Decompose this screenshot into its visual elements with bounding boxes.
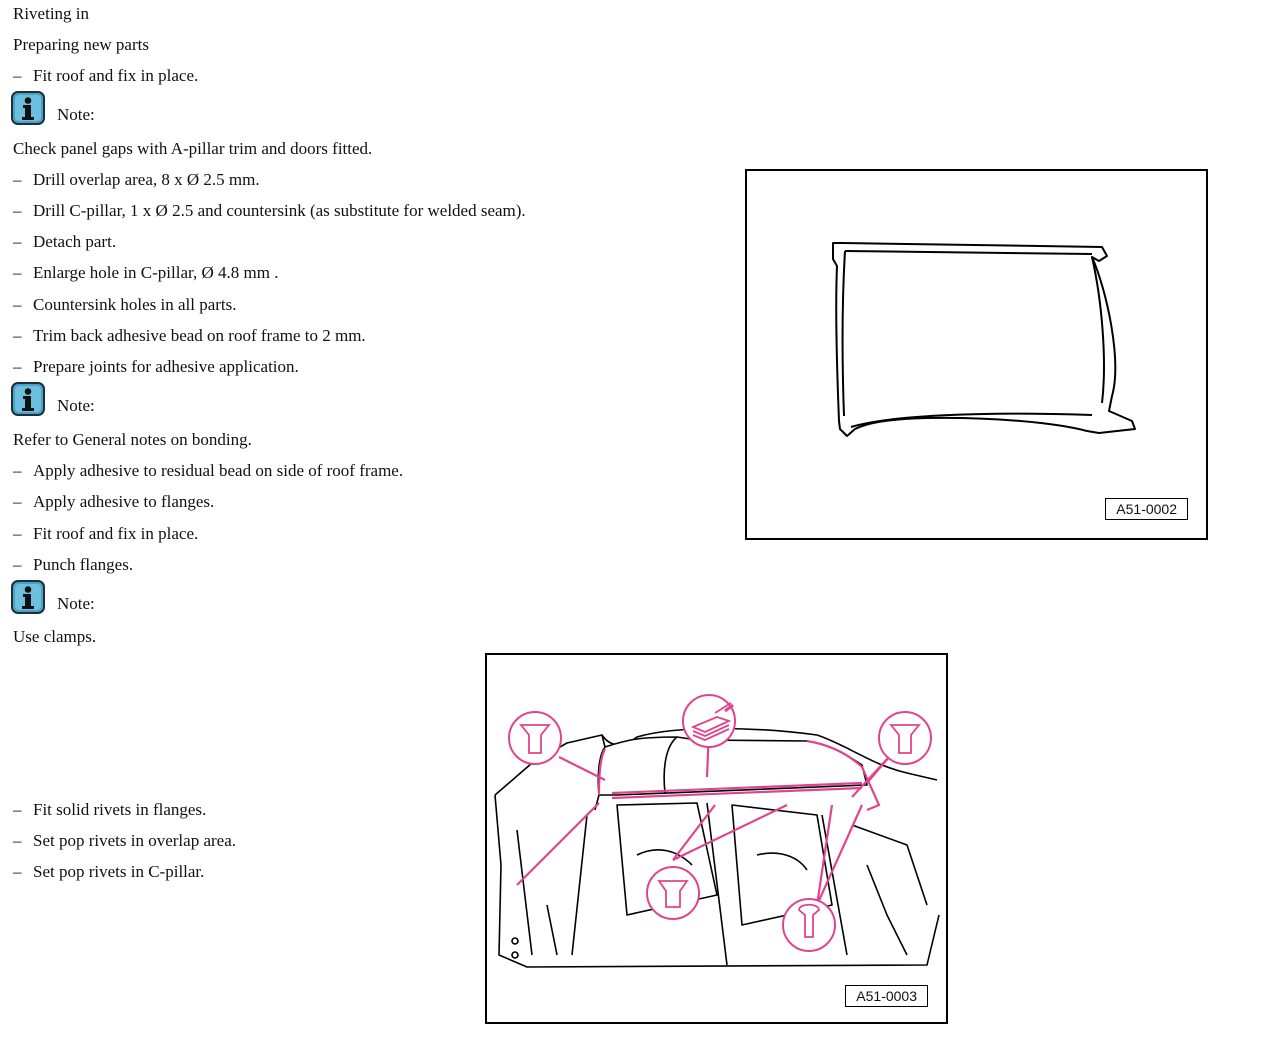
step-text: Fit roof and fix in place. [33,66,199,85]
note-block [11,382,95,416]
figure-id-label: A51-0002 [1105,498,1188,520]
step-item: – Apply adhesive to residual bead on side of roof frame. [13,461,404,480]
step-item: – Drill C-pillar, 1 x Ø 2.5 and countersink (as substitute for welded seam). [13,201,526,220]
step-text: Countersink holes in all parts. [33,295,237,314]
figure-id-label: A51-0003 [845,985,928,1007]
car-body-figure [485,653,948,1024]
info-icon [11,580,45,614]
car-body-drawing [487,655,946,1022]
step-item: – Countersink holes in all parts. [13,295,237,314]
note-block [11,91,95,125]
step-text: Trim back adhesive bead on roof frame to 2 mm. [33,326,366,345]
step-item: – Trim back adhesive bead on roof frame to 2 mm. [13,326,366,345]
step-text: Enlarge hole in C-pillar, Ø 4.8 mm . [33,263,279,282]
step-text: Fit roof and fix in place. [33,524,199,543]
step-text: Apply adhesive to flanges. [33,492,215,511]
roof-panel-drawing [747,171,1206,538]
solid-rivet-callout [509,712,561,764]
step-item: – Enlarge hole in C-pillar, Ø 4.8 mm . [13,263,279,282]
step-item: – Fit solid rivets in flanges. [13,800,207,819]
step-item: – Detach part. [13,232,117,251]
heading: Riveting in [13,4,90,23]
step-item: – Fit roof and fix in place. [13,524,199,543]
note-text: Refer to General notes on bonding. [13,430,252,449]
step-item: – Prepare joints for adhesive application. [13,357,299,376]
step-item: – Set pop rivets in C-pillar. [13,862,205,881]
note-block [11,580,95,614]
subheading: Preparing new parts [13,35,149,54]
step-text: Fit solid rivets in flanges. [33,800,207,819]
pop-rivet-callout [783,899,835,951]
solid-rivet-callout [879,712,931,764]
step-item: – Apply adhesive to flanges. [13,492,215,511]
step-text: Drill overlap area, 8 x Ø 2.5 mm. [33,170,260,189]
step-text: Drill C-pillar, 1 x Ø 2.5 and countersink (as substitute for welded seam). [33,201,526,220]
note-label: Note: [57,105,95,124]
note-label: Note: [57,594,95,613]
step-text: Set pop rivets in C-pillar. [33,862,205,881]
step-text: Prepare joints for adhesive application. [33,357,299,376]
step-item: – Punch flanges. [13,555,134,574]
note-label: Note: [57,396,95,415]
info-icon [11,91,45,125]
step-text: Set pop rivets in overlap area. [33,831,236,850]
step-text: Apply adhesive to residual bead on side of roof frame. [33,461,404,480]
note-text: Check panel gaps with A-pillar trim and doors fitted. [13,139,373,158]
step-item: – Set pop rivets in overlap area. [13,831,236,850]
step-text: Punch flanges. [33,555,134,574]
note-text: Use clamps. [13,627,97,646]
step-item: – Drill overlap area, 8 x Ø 2.5 mm. [13,170,260,189]
countersunk-rivet-callout [647,867,699,919]
step-item: – Fit roof and fix in place. [13,66,199,85]
roof-panel-figure [745,169,1208,540]
step-text: Detach part. [33,232,117,251]
info-icon [11,382,45,416]
